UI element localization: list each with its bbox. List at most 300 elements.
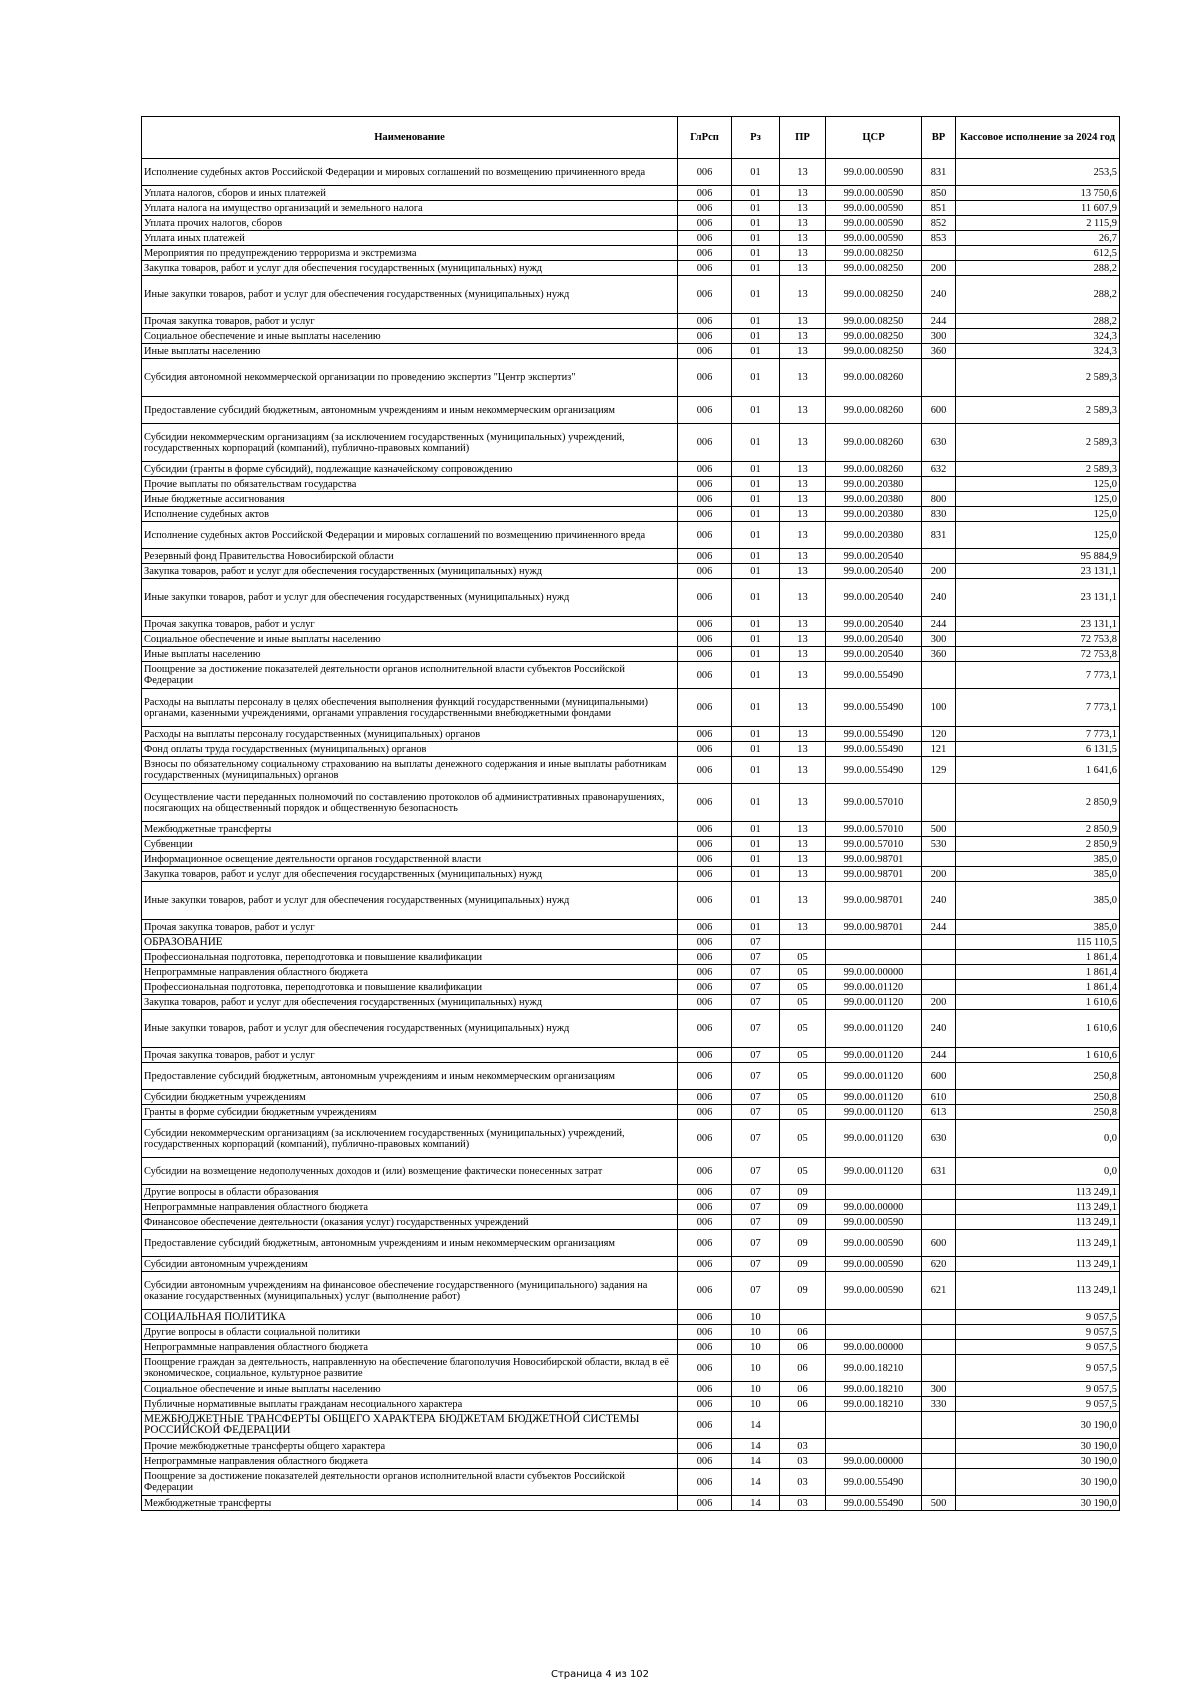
cell-amount: 9 057,5 — [956, 1355, 1120, 1382]
cell-csr: 99.0.00.01120 — [826, 1120, 922, 1158]
cell-csr: 99.0.00.20380 — [826, 507, 922, 522]
cell-amount: 30 190,0 — [956, 1469, 1120, 1496]
cell-rz: 10 — [732, 1340, 780, 1355]
cell-csr: 99.0.00.55490 — [826, 757, 922, 784]
cell-name: Поощрение за достижение показателей деятельности органов исполнительной власти субъектов Российской Федерации — [142, 662, 678, 689]
cell-csr: 99.0.00.08250 — [826, 276, 922, 314]
cell-vr — [922, 662, 956, 689]
cell-name: Поощрение граждан за деятельность, направленную на обеспечение благополучия Новосибирской области, вклад в её экономическое, социальное, культурное развитие — [142, 1355, 678, 1382]
table-body — [142, 159, 1120, 1511]
cell-amount: 324,3 — [956, 344, 1120, 359]
cell-glrsp: 006 — [678, 837, 732, 852]
cell-rz: 01 — [732, 329, 780, 344]
cell-glrsp: 006 — [678, 935, 732, 950]
cell-vr — [922, 1355, 956, 1382]
cell-rz: 01 — [732, 617, 780, 632]
cell-csr — [826, 1325, 922, 1340]
cell-pr: 13 — [780, 662, 826, 689]
cell-rz: 01 — [732, 882, 780, 920]
cell-pr: 03 — [780, 1496, 826, 1511]
cell-pr — [780, 935, 826, 950]
cell-amount: 30 190,0 — [956, 1439, 1120, 1454]
cell-vr — [922, 852, 956, 867]
cell-csr: 99.0.00.55490 — [826, 742, 922, 757]
cell-rz: 01 — [732, 344, 780, 359]
cell-csr: 99.0.00.00590 — [826, 1257, 922, 1272]
cell-pr: 05 — [780, 1158, 826, 1185]
cell-csr: 99.0.00.01120 — [826, 1063, 922, 1090]
cell-amount: 9 057,5 — [956, 1382, 1120, 1397]
cell-rz: 01 — [732, 261, 780, 276]
table-row — [142, 1496, 1120, 1511]
table-row — [142, 822, 1120, 837]
cell-vr — [922, 1340, 956, 1355]
cell-name: Непрограммные направления областного бюджета — [142, 1340, 678, 1355]
cell-name: Предоставление субсидий бюджетным, автономным учреждениям и иным некоммерческим организациям — [142, 1063, 678, 1090]
cell-name: Исполнение судебных актов Российской Федерации и мировых соглашений по возмещению причиненного вреда — [142, 159, 678, 186]
table-row — [142, 492, 1120, 507]
cell-amount: 125,0 — [956, 492, 1120, 507]
cell-vr: 129 — [922, 757, 956, 784]
cell-glrsp: 006 — [678, 397, 732, 424]
cell-glrsp: 006 — [678, 1439, 732, 1454]
cell-pr: 05 — [780, 1063, 826, 1090]
cell-glrsp: 006 — [678, 1090, 732, 1105]
cell-glrsp: 006 — [678, 1496, 732, 1511]
cell-vr — [922, 965, 956, 980]
cell-amount: 1 861,4 — [956, 980, 1120, 995]
cell-csr: 99.0.00.08250 — [826, 246, 922, 261]
cell-rz: 01 — [732, 579, 780, 617]
cell-name: Иные бюджетные ассигнования — [142, 492, 678, 507]
cell-rz: 07 — [732, 965, 780, 980]
cell-rz: 10 — [732, 1310, 780, 1325]
cell-name: Уплата налога на имущество организаций и земельного налога — [142, 201, 678, 216]
cell-csr: 99.0.00.98701 — [826, 882, 922, 920]
cell-rz: 14 — [732, 1469, 780, 1496]
cell-csr: 99.0.00.57010 — [826, 837, 922, 852]
table-row — [142, 1158, 1120, 1185]
cell-name: Поощрение за достижение показателей деятельности органов исполнительной власти субъектов Российской Федерации — [142, 1469, 678, 1496]
table-row — [142, 1105, 1120, 1120]
table-row — [142, 1325, 1120, 1340]
cell-pr: 13 — [780, 742, 826, 757]
table-row — [142, 261, 1120, 276]
cell-glrsp: 006 — [678, 424, 732, 462]
cell-rz: 07 — [732, 995, 780, 1010]
cell-amount: 125,0 — [956, 522, 1120, 549]
cell-glrsp: 006 — [678, 882, 732, 920]
cell-glrsp: 006 — [678, 920, 732, 935]
cell-name: Другие вопросы в области социальной политики — [142, 1325, 678, 1340]
cell-name: Прочие выплаты по обязательствам государства — [142, 477, 678, 492]
table-row — [142, 1048, 1120, 1063]
header-execution: Кассовое исполнение за 2024 год — [956, 117, 1120, 159]
cell-pr: 13 — [780, 276, 826, 314]
cell-name: Взносы по обязательному социальному страхованию на выплаты денежного содержания и иные выплаты работникам государственных (муниципальных) органов — [142, 757, 678, 784]
cell-amount: 253,5 — [956, 159, 1120, 186]
cell-csr: 99.0.00.00590 — [826, 231, 922, 246]
cell-rz: 14 — [732, 1496, 780, 1511]
cell-glrsp: 006 — [678, 950, 732, 965]
cell-csr: 99.0.00.00590 — [826, 1230, 922, 1257]
cell-rz: 01 — [732, 216, 780, 231]
cell-pr: 13 — [780, 757, 826, 784]
cell-name: Фонд оплаты труда государственных (муниципальных) органов — [142, 742, 678, 757]
table-row — [142, 1230, 1120, 1257]
cell-name: Субсидии (гранты в форме субсидий), подлежащие казначейскому сопровождению — [142, 462, 678, 477]
cell-glrsp: 006 — [678, 344, 732, 359]
cell-vr: 200 — [922, 564, 956, 579]
cell-pr: 06 — [780, 1382, 826, 1397]
cell-pr: 13 — [780, 231, 826, 246]
cell-vr: 240 — [922, 1010, 956, 1048]
cell-vr: 300 — [922, 1382, 956, 1397]
cell-rz: 07 — [732, 950, 780, 965]
cell-rz: 01 — [732, 647, 780, 662]
table-row — [142, 1412, 1120, 1439]
cell-vr: 244 — [922, 617, 956, 632]
cell-glrsp: 006 — [678, 522, 732, 549]
cell-vr — [922, 1325, 956, 1340]
cell-amount: 23 131,1 — [956, 564, 1120, 579]
table-row — [142, 397, 1120, 424]
table-row — [142, 246, 1120, 261]
cell-vr — [922, 1215, 956, 1230]
cell-csr: 99.0.00.18210 — [826, 1397, 922, 1412]
cell-pr: 13 — [780, 329, 826, 344]
cell-name: Осуществление части переданных полномочий по составлению протоколов об административных правонарушениях, посягающих на общественный порядок и общественную безопасность — [142, 784, 678, 822]
cell-amount: 324,3 — [956, 329, 1120, 344]
cell-csr — [826, 1412, 922, 1439]
cell-csr: 99.0.00.00000 — [826, 1454, 922, 1469]
cell-vr — [922, 1200, 956, 1215]
cell-amount: 288,2 — [956, 261, 1120, 276]
cell-pr: 13 — [780, 784, 826, 822]
table-row — [142, 647, 1120, 662]
table-row — [142, 1185, 1120, 1200]
cell-rz: 01 — [732, 397, 780, 424]
cell-vr: 200 — [922, 867, 956, 882]
cell-amount: 250,8 — [956, 1105, 1120, 1120]
cell-glrsp: 006 — [678, 1158, 732, 1185]
cell-vr: 620 — [922, 1257, 956, 1272]
cell-vr: 244 — [922, 920, 956, 935]
table-row — [142, 344, 1120, 359]
cell-csr: 99.0.00.00000 — [826, 965, 922, 980]
cell-glrsp: 006 — [678, 1454, 732, 1469]
cell-csr: 99.0.00.08250 — [826, 329, 922, 344]
cell-glrsp: 006 — [678, 632, 732, 647]
cell-name: Иные закупки товаров, работ и услуг для обеспечения государственных (муниципальных) нужд — [142, 579, 678, 617]
table-row — [142, 1063, 1120, 1090]
cell-vr — [922, 950, 956, 965]
cell-rz: 07 — [732, 1105, 780, 1120]
cell-amount: 1 861,4 — [956, 965, 1120, 980]
cell-amount: 72 753,8 — [956, 632, 1120, 647]
table-row — [142, 662, 1120, 689]
cell-name: Непрограммные направления областного бюджета — [142, 965, 678, 980]
cell-rz: 07 — [732, 1090, 780, 1105]
cell-rz: 07 — [732, 1257, 780, 1272]
cell-vr: 121 — [922, 742, 956, 757]
cell-glrsp: 006 — [678, 1230, 732, 1257]
cell-csr: 99.0.00.01120 — [826, 1090, 922, 1105]
table-row — [142, 477, 1120, 492]
table-row — [142, 1090, 1120, 1105]
cell-amount: 113 249,1 — [956, 1215, 1120, 1230]
cell-rz: 07 — [732, 1048, 780, 1063]
table-row — [142, 1397, 1120, 1412]
cell-rz: 01 — [732, 822, 780, 837]
cell-glrsp: 006 — [678, 1010, 732, 1048]
table-row — [142, 1454, 1120, 1469]
cell-pr: 09 — [780, 1200, 826, 1215]
cell-glrsp: 006 — [678, 662, 732, 689]
table-row — [142, 276, 1120, 314]
cell-name: ОБРАЗОВАНИЕ — [142, 935, 678, 950]
header-rz: Рз — [732, 117, 780, 159]
cell-rz: 07 — [732, 1158, 780, 1185]
cell-glrsp: 006 — [678, 186, 732, 201]
cell-rz: 01 — [732, 549, 780, 564]
cell-csr: 99.0.00.55490 — [826, 1469, 922, 1496]
cell-vr: 244 — [922, 1048, 956, 1063]
cell-pr: 13 — [780, 852, 826, 867]
table-row — [142, 216, 1120, 231]
cell-glrsp: 006 — [678, 727, 732, 742]
table-row — [142, 329, 1120, 344]
cell-name: Межбюджетные трансферты — [142, 822, 678, 837]
cell-pr: 09 — [780, 1272, 826, 1310]
cell-amount: 9 057,5 — [956, 1397, 1120, 1412]
cell-pr: 09 — [780, 1257, 826, 1272]
cell-amount: 9 057,5 — [956, 1310, 1120, 1325]
cell-amount: 11 607,9 — [956, 201, 1120, 216]
cell-glrsp: 006 — [678, 1412, 732, 1439]
cell-rz: 01 — [732, 359, 780, 397]
cell-vr — [922, 246, 956, 261]
cell-amount: 288,2 — [956, 276, 1120, 314]
cell-glrsp: 006 — [678, 689, 732, 727]
cell-glrsp: 006 — [678, 231, 732, 246]
table-header-row — [142, 117, 1120, 159]
cell-rz: 01 — [732, 757, 780, 784]
cell-amount: 1 641,6 — [956, 757, 1120, 784]
cell-pr: 13 — [780, 159, 826, 186]
cell-name: Предоставление субсидий бюджетным, автономным учреждениям и иным некоммерческим организациям — [142, 1230, 678, 1257]
cell-name: Прочая закупка товаров, работ и услуг — [142, 617, 678, 632]
cell-name: Исполнение судебных актов — [142, 507, 678, 522]
cell-vr: 613 — [922, 1105, 956, 1120]
budget-execution-table — [141, 116, 1120, 1511]
cell-glrsp: 006 — [678, 216, 732, 231]
cell-rz: 10 — [732, 1355, 780, 1382]
cell-glrsp: 006 — [678, 1257, 732, 1272]
table-row — [142, 757, 1120, 784]
cell-pr: 13 — [780, 647, 826, 662]
cell-pr: 03 — [780, 1439, 826, 1454]
cell-name: Уплата прочих налогов, сборов — [142, 216, 678, 231]
cell-vr: 831 — [922, 159, 956, 186]
cell-rz: 01 — [732, 462, 780, 477]
table-row — [142, 689, 1120, 727]
cell-amount: 385,0 — [956, 920, 1120, 935]
cell-glrsp: 006 — [678, 867, 732, 882]
cell-csr — [826, 935, 922, 950]
cell-glrsp: 006 — [678, 617, 732, 632]
cell-pr: 13 — [780, 920, 826, 935]
cell-pr: 05 — [780, 1010, 826, 1048]
cell-pr — [780, 1412, 826, 1439]
cell-vr — [922, 980, 956, 995]
cell-glrsp: 006 — [678, 579, 732, 617]
header-csr: ЦСР — [826, 117, 922, 159]
cell-rz: 01 — [732, 920, 780, 935]
cell-csr: 99.0.00.57010 — [826, 784, 922, 822]
cell-amount: 7 773,1 — [956, 727, 1120, 742]
cell-pr: 13 — [780, 867, 826, 882]
table-row — [142, 920, 1120, 935]
cell-vr: 530 — [922, 837, 956, 852]
cell-glrsp: 006 — [678, 314, 732, 329]
table-row — [142, 462, 1120, 477]
cell-amount: 95 884,9 — [956, 549, 1120, 564]
cell-name: Резервный фонд Правительства Новосибирской области — [142, 549, 678, 564]
table-row — [142, 1215, 1120, 1230]
cell-csr: 99.0.00.00590 — [826, 159, 922, 186]
table-row — [142, 965, 1120, 980]
cell-csr: 99.0.00.00000 — [826, 1340, 922, 1355]
cell-glrsp: 006 — [678, 822, 732, 837]
cell-pr: 03 — [780, 1454, 826, 1469]
cell-amount: 2 589,3 — [956, 359, 1120, 397]
cell-amount: 9 057,5 — [956, 1325, 1120, 1340]
table-row — [142, 632, 1120, 647]
cell-rz: 07 — [732, 980, 780, 995]
table-row — [142, 867, 1120, 882]
cell-amount: 30 190,0 — [956, 1454, 1120, 1469]
cell-rz: 01 — [732, 186, 780, 201]
cell-amount: 385,0 — [956, 852, 1120, 867]
cell-glrsp: 006 — [678, 1382, 732, 1397]
cell-rz: 07 — [732, 935, 780, 950]
table-row — [142, 1120, 1120, 1158]
cell-csr: 99.0.00.00590 — [826, 216, 922, 231]
cell-pr: 13 — [780, 314, 826, 329]
cell-csr: 99.0.00.01120 — [826, 1010, 922, 1048]
cell-csr: 99.0.00.18210 — [826, 1355, 922, 1382]
cell-amount: 9 057,5 — [956, 1340, 1120, 1355]
cell-rz: 01 — [732, 742, 780, 757]
cell-csr: 99.0.00.55490 — [826, 727, 922, 742]
cell-rz: 14 — [732, 1439, 780, 1454]
cell-csr: 99.0.00.08260 — [826, 462, 922, 477]
cell-rz: 07 — [732, 1272, 780, 1310]
cell-pr — [780, 1310, 826, 1325]
table-row — [142, 1340, 1120, 1355]
cell-rz: 01 — [732, 852, 780, 867]
cell-pr: 13 — [780, 186, 826, 201]
cell-csr: 99.0.00.18210 — [826, 1382, 922, 1397]
cell-pr: 05 — [780, 995, 826, 1010]
table-row — [142, 159, 1120, 186]
cell-amount: 385,0 — [956, 867, 1120, 882]
cell-amount: 125,0 — [956, 477, 1120, 492]
cell-rz: 01 — [732, 231, 780, 246]
cell-rz: 01 — [732, 837, 780, 852]
cell-amount: 125,0 — [956, 507, 1120, 522]
cell-rz: 01 — [732, 727, 780, 742]
cell-vr: 500 — [922, 1496, 956, 1511]
cell-csr: 99.0.00.00590 — [826, 1215, 922, 1230]
cell-amount: 250,8 — [956, 1090, 1120, 1105]
cell-name: Непрограммные направления областного бюджета — [142, 1454, 678, 1469]
cell-name: Субсидия автономной некоммерческой организации по проведению экспертиз "Центр экспертиз" — [142, 359, 678, 397]
table-row — [142, 995, 1120, 1010]
table-row — [142, 231, 1120, 246]
cell-pr: 13 — [780, 882, 826, 920]
cell-pr: 05 — [780, 1090, 826, 1105]
cell-pr: 13 — [780, 397, 826, 424]
cell-name: Мероприятия по предупреждению терроризма и экстремизма — [142, 246, 678, 261]
cell-amount: 113 249,1 — [956, 1230, 1120, 1257]
cell-rz: 01 — [732, 784, 780, 822]
cell-pr: 13 — [780, 462, 826, 477]
cell-glrsp: 006 — [678, 1048, 732, 1063]
cell-csr — [826, 950, 922, 965]
cell-amount: 23 131,1 — [956, 579, 1120, 617]
cell-vr: 300 — [922, 632, 956, 647]
table-row — [142, 1469, 1120, 1496]
cell-pr: 13 — [780, 246, 826, 261]
cell-csr: 99.0.00.01120 — [826, 1105, 922, 1120]
table-row — [142, 837, 1120, 852]
cell-name: СОЦИАЛЬНАЯ ПОЛИТИКА — [142, 1310, 678, 1325]
table-row — [142, 1382, 1120, 1397]
cell-csr: 99.0.00.08250 — [826, 314, 922, 329]
cell-amount: 72 753,8 — [956, 647, 1120, 662]
cell-glrsp: 006 — [678, 549, 732, 564]
cell-vr — [922, 359, 956, 397]
cell-name: Иные закупки товаров, работ и услуг для обеспечения государственных (муниципальных) нужд — [142, 1010, 678, 1048]
cell-pr: 13 — [780, 261, 826, 276]
cell-pr: 13 — [780, 477, 826, 492]
cell-name: Предоставление субсидий бюджетным, автономным учреждениям и иным некоммерческим организациям — [142, 397, 678, 424]
cell-pr: 09 — [780, 1215, 826, 1230]
cell-amount: 2 589,3 — [956, 424, 1120, 462]
cell-glrsp: 006 — [678, 507, 732, 522]
cell-csr: 99.0.00.98701 — [826, 920, 922, 935]
table-row — [142, 579, 1120, 617]
cell-rz: 07 — [732, 1120, 780, 1158]
cell-amount: 0,0 — [956, 1120, 1120, 1158]
cell-csr: 99.0.00.20540 — [826, 549, 922, 564]
cell-vr: 600 — [922, 1063, 956, 1090]
cell-csr: 99.0.00.20380 — [826, 522, 922, 549]
cell-glrsp: 006 — [678, 1469, 732, 1496]
table-row — [142, 950, 1120, 965]
cell-csr — [826, 1185, 922, 1200]
cell-glrsp: 006 — [678, 1272, 732, 1310]
cell-name: Уплата налогов, сборов и иных платежей — [142, 186, 678, 201]
cell-pr: 13 — [780, 344, 826, 359]
cell-amount: 385,0 — [956, 882, 1120, 920]
cell-vr: 360 — [922, 344, 956, 359]
cell-pr: 09 — [780, 1185, 826, 1200]
cell-amount: 2 850,9 — [956, 837, 1120, 852]
cell-csr: 99.0.00.20380 — [826, 477, 922, 492]
